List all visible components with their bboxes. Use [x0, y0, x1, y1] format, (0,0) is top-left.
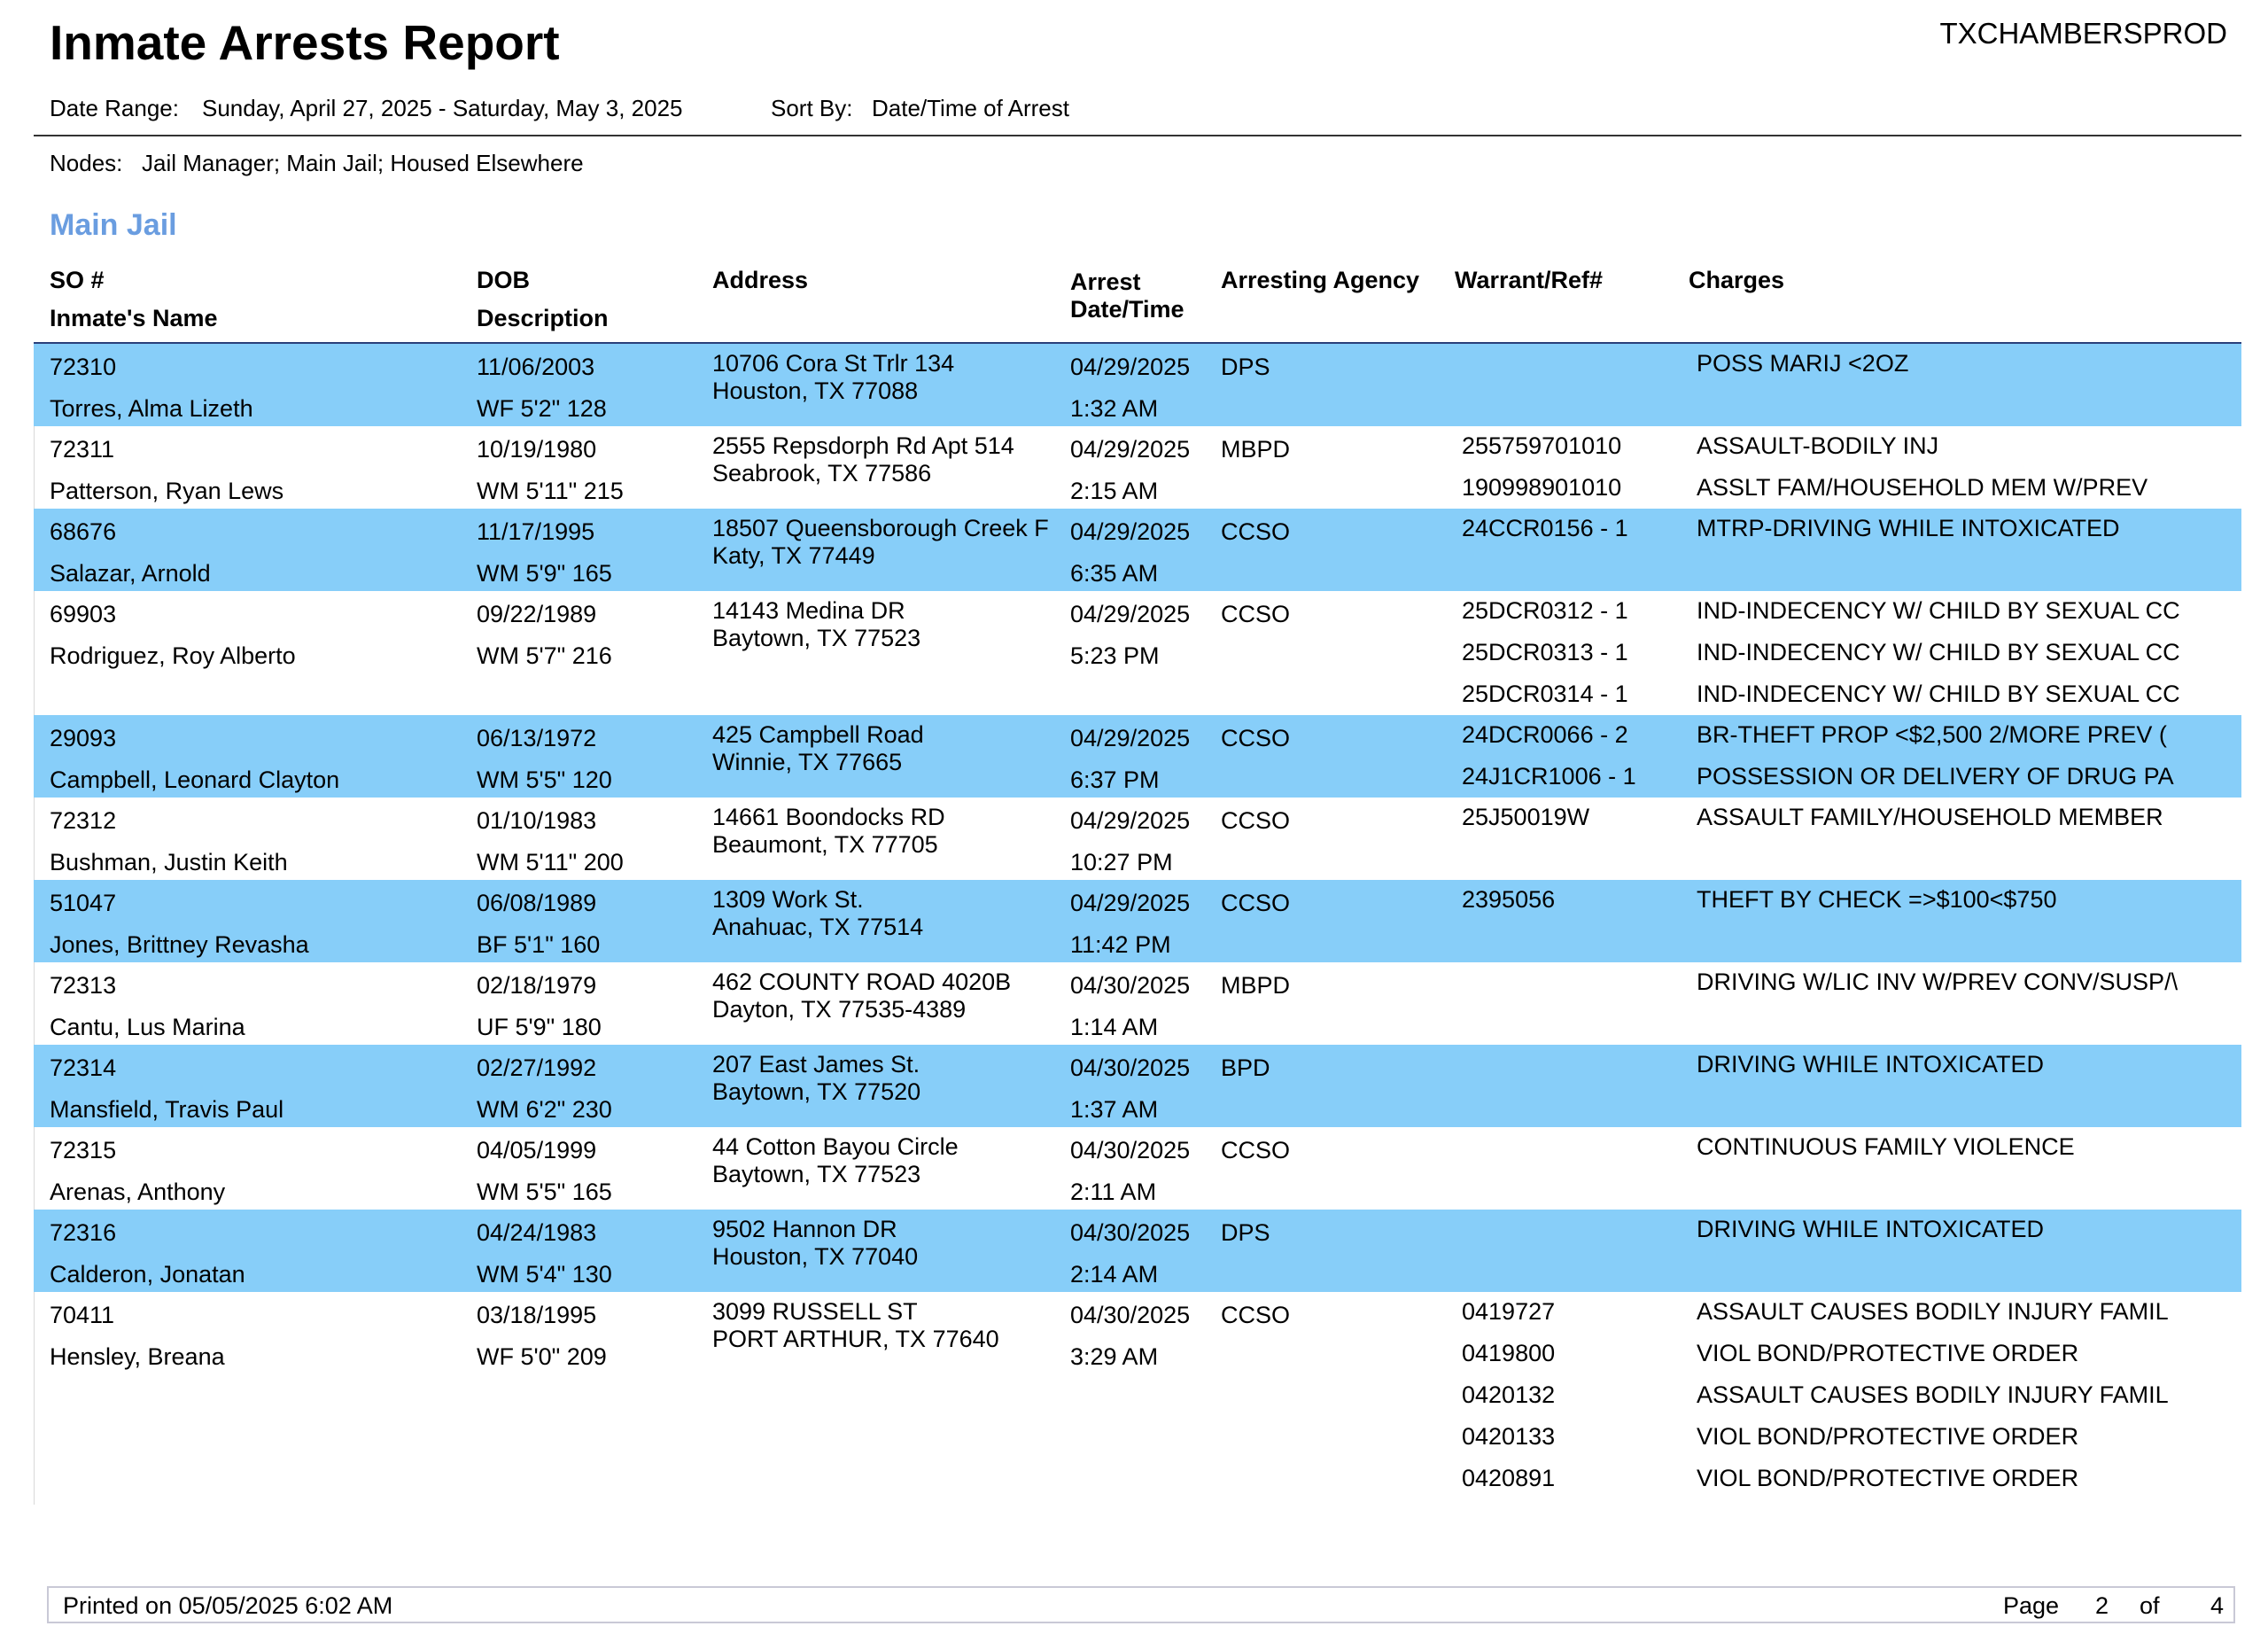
page-total: 4 [2210, 1592, 2225, 1619]
warrant-ref: 255759701010 [1462, 432, 1622, 459]
col-description: Description [477, 305, 609, 331]
arrests-table [34, 344, 2241, 1513]
page-footer [47, 1586, 2235, 1623]
warrant-ref: 25DCR0312 - 1 [1462, 597, 1628, 624]
arresting-agency: DPS [1221, 1219, 1270, 1246]
so-number: 72316 [50, 1219, 117, 1246]
arrest-time: 10:27 PM [1070, 849, 1173, 875]
charge: CONTINUOUS FAMILY VIOLENCE [1697, 1133, 2075, 1160]
address-line1: 9502 Hannon DR [712, 1216, 897, 1242]
address-line1: 2555 Repsdorph Rd Apt 514 [712, 432, 1014, 459]
inmate-name: Jones, Brittney Revasha [50, 931, 309, 958]
inmate-name: Cantu, Lus Marina [50, 1014, 245, 1040]
charge: DRIVING WHILE INTOXICATED [1697, 1051, 2045, 1078]
address-line2: Winnie, TX 77665 [712, 749, 903, 775]
address-line2: Houston, TX 77040 [712, 1243, 919, 1270]
table-row [34, 1045, 2241, 1127]
charge: ASSAULT CAUSES BODILY INJURY FAMIL [1697, 1298, 2169, 1325]
sort-by-label: Sort By: [771, 95, 853, 121]
so-number: 72311 [50, 436, 115, 463]
arrest-time: 2:15 AM [1070, 478, 1159, 504]
table-row [34, 1210, 2241, 1292]
description: WM 6'2" 230 [477, 1096, 612, 1123]
inmate-name: Bushman, Justin Keith [50, 849, 288, 875]
arrest-time: 1:14 AM [1070, 1014, 1159, 1040]
arresting-agency: CCSO [1221, 890, 1291, 916]
col-dob: DOB [477, 267, 530, 293]
warrant-ref: 2395056 [1462, 886, 1556, 913]
charge: VIOL BOND/PROTECTIVE ORDER [1697, 1465, 2079, 1491]
date-range-value: Sunday, April 27, 2025 - Saturday, May 3, 2025 [202, 95, 683, 121]
dob: 04/24/1983 [477, 1219, 597, 1246]
inmate-name: Calderon, Jonatan [50, 1261, 245, 1288]
warrant-ref: 0420132 [1462, 1381, 1556, 1408]
col-warrant: Warrant/Ref# [1455, 267, 1604, 293]
arrest-time: 6:37 PM [1070, 766, 1160, 793]
arresting-agency: DPS [1221, 354, 1270, 380]
warrant-ref: 0419800 [1462, 1340, 1556, 1366]
description: WM 5'4" 130 [477, 1261, 612, 1288]
table-row [34, 798, 2241, 880]
charge: ASSAULT CAUSES BODILY INJURY FAMIL [1697, 1381, 2169, 1408]
charge: POSSESSION OR DELIVERY OF DRUG PA [1697, 763, 2174, 790]
arrest-time: 1:37 AM [1070, 1096, 1159, 1123]
table-row [34, 509, 2241, 591]
so-number: 51047 [50, 890, 117, 916]
warrant-ref: 24J1CR1006 - 1 [1462, 763, 1636, 790]
address-line2: Dayton, TX 77535-4389 [712, 996, 967, 1023]
page-of-label: of [2140, 1592, 2160, 1619]
arrest-date: 04/30/2025 [1070, 1302, 1191, 1328]
dob: 06/08/1989 [477, 890, 597, 916]
warrant-ref: 190998901010 [1462, 474, 1622, 501]
dob: 09/22/1989 [477, 601, 597, 627]
address-line1: 462 COUNTY ROAD 4020B [712, 969, 1012, 995]
charge: MTRP-DRIVING WHILE INTOXICATED [1697, 515, 2120, 541]
arresting-agency: BPD [1221, 1054, 1270, 1081]
address-line1: 425 Campbell Road [712, 721, 924, 748]
charge: ASSAULT FAMILY/HOUSEHOLD MEMBER [1697, 804, 2163, 830]
description: BF 5'1" 160 [477, 931, 601, 958]
so-number: 70411 [50, 1302, 115, 1328]
charge: BR-THEFT PROP <$2,500 2/MORE PREV ( [1697, 721, 2167, 748]
printed-on: Printed on 05/05/2025 6:02 AM [63, 1592, 393, 1619]
nodes-value: Jail Manager; Main Jail; Housed Elsewhere [142, 150, 584, 176]
col-charges: Charges [1689, 267, 1785, 293]
dob: 04/05/1999 [477, 1137, 597, 1163]
so-number: 72314 [50, 1054, 117, 1081]
col-agency: Arresting Agency [1221, 267, 1420, 293]
inmate-name: Campbell, Leonard Clayton [50, 766, 340, 793]
system-name: TXCHAMBERSPROD [1939, 17, 2227, 50]
charge: DRIVING W/LIC INV W/PREV CONV/SUSP/\ [1697, 969, 2179, 995]
arrest-date: 04/30/2025 [1070, 1054, 1191, 1081]
description: WM 5'11" 215 [477, 478, 624, 504]
arrest-time: 5:23 PM [1070, 642, 1160, 669]
arrest-date: 04/29/2025 [1070, 354, 1191, 380]
table-row [34, 1292, 2241, 1499]
so-number: 29093 [50, 725, 117, 751]
arresting-agency: MBPD [1221, 972, 1291, 999]
inmate-name: Torres, Alma Lizeth [50, 395, 253, 422]
warrant-ref: 0420133 [1462, 1423, 1556, 1450]
page-label: Page [2003, 1592, 2060, 1619]
dob: 11/06/2003 [477, 354, 595, 380]
arresting-agency: CCSO [1221, 1137, 1291, 1163]
warrant-ref: 24DCR0066 - 2 [1462, 721, 1628, 748]
arrest-date: 04/30/2025 [1070, 1137, 1191, 1163]
arrest-time: 1:32 AM [1070, 395, 1159, 422]
page-current: 2 [2095, 1592, 2109, 1619]
so-number: 72310 [50, 354, 117, 380]
description: UF 5'9" 180 [477, 1014, 602, 1040]
arrest-date: 04/29/2025 [1070, 890, 1191, 916]
charge: ASSAULT-BODILY INJ [1697, 432, 1939, 459]
warrant-ref: 25J50019W [1462, 804, 1590, 830]
warrant-ref: 25DCR0313 - 1 [1462, 639, 1628, 665]
arrest-date: 04/29/2025 [1070, 518, 1191, 545]
arrests-table-body [34, 344, 2241, 1499]
warrant-ref: 0419727 [1462, 1298, 1556, 1325]
col-so: SO # [50, 267, 105, 293]
arrest-time: 3:29 AM [1070, 1343, 1159, 1370]
charge: POSS MARIJ <2OZ [1697, 350, 1909, 377]
charge: THEFT BY CHECK =>$100<$750 [1697, 886, 2057, 913]
so-number: 68676 [50, 518, 117, 545]
dob: 02/18/1979 [477, 972, 597, 999]
address-line1: 10706 Cora St Trlr 134 [712, 350, 955, 377]
so-number: 72312 [50, 807, 117, 834]
col-arrest: Arrest [1070, 268, 1141, 295]
dob: 02/27/1992 [477, 1054, 597, 1081]
charge: IND-INDECENCY W/ CHILD BY SEXUAL CC [1697, 639, 2180, 665]
so-number: 72315 [50, 1137, 117, 1163]
arrest-date: 04/30/2025 [1070, 1219, 1191, 1246]
arrest-date: 04/29/2025 [1070, 725, 1191, 751]
address-line2: Beaumont, TX 77705 [712, 831, 938, 858]
table-row [34, 591, 2241, 715]
arrest-date: 04/29/2025 [1070, 601, 1191, 627]
charge: IND-INDECENCY W/ CHILD BY SEXUAL CC [1697, 597, 2180, 624]
sort-by-value: Date/Time of Arrest [872, 95, 1069, 121]
col-name: Inmate's Name [50, 305, 218, 331]
so-number: 72313 [50, 972, 117, 999]
arresting-agency: CCSO [1221, 1302, 1291, 1328]
description: WF 5'0" 209 [477, 1343, 607, 1370]
table-row [34, 426, 2241, 509]
address-line1: 3099 RUSSELL ST [712, 1298, 918, 1325]
inmate-name: Patterson, Ryan Lews [50, 478, 284, 504]
dob: 06/13/1972 [477, 725, 597, 751]
arrest-time: 2:11 AM [1070, 1179, 1157, 1205]
address-line1: 18507 Queensborough Creek F [712, 515, 1049, 541]
section-title: Main Jail [50, 208, 177, 242]
charge: VIOL BOND/PROTECTIVE ORDER [1697, 1340, 2079, 1366]
description: WM 5'5" 165 [477, 1179, 612, 1205]
dob: 11/17/1995 [477, 518, 595, 545]
arrest-time: 6:35 AM [1070, 560, 1159, 587]
inmate-name: Mansfield, Travis Paul [50, 1096, 284, 1123]
arresting-agency: MBPD [1221, 436, 1291, 463]
address-line1: 14143 Medina DR [712, 597, 905, 624]
charge: ASSLT FAM/HOUSEHOLD MEM W/PREV [1697, 474, 2148, 501]
address-line1: 1309 Work St. [712, 886, 864, 913]
table-row [34, 344, 2241, 426]
dob: 10/19/1980 [477, 436, 597, 463]
address-line2: PORT ARTHUR, TX 77640 [712, 1326, 999, 1352]
charge: DRIVING WHILE INTOXICATED [1697, 1216, 2045, 1242]
address-line2: Houston, TX 77088 [712, 377, 919, 404]
charge: IND-INDECENCY W/ CHILD BY SEXUAL CC [1697, 681, 2180, 707]
address-line1: 207 East James St. [712, 1051, 920, 1078]
address-line1: 14661 Boondocks RD [712, 804, 945, 830]
description: WF 5'2" 128 [477, 395, 607, 422]
table-row [34, 962, 2241, 1045]
address-line2: Baytown, TX 77520 [712, 1078, 921, 1105]
table-row [34, 715, 2241, 798]
description: WM 5'9" 165 [477, 560, 612, 587]
arrest-date: 04/29/2025 [1070, 436, 1191, 463]
inmate-name: Arenas, Anthony [50, 1179, 226, 1205]
address-line2: Baytown, TX 77523 [712, 1161, 921, 1187]
address-line2: Seabrook, TX 77586 [712, 460, 932, 486]
description: WM 5'7" 216 [477, 642, 612, 669]
inmate-name: Rodriguez, Roy Alberto [50, 642, 296, 669]
arrest-date: 04/30/2025 [1070, 972, 1191, 999]
dob: 03/18/1995 [477, 1302, 597, 1328]
arresting-agency: CCSO [1221, 518, 1291, 545]
col-address: Address [712, 267, 809, 293]
description: WM 5'11" 200 [477, 849, 624, 875]
report-title: Inmate Arrests Report [50, 15, 560, 70]
nodes-label: Nodes: [50, 150, 123, 176]
inmate-name: Salazar, Arnold [50, 560, 211, 587]
arresting-agency: CCSO [1221, 725, 1291, 751]
address-line2: Baytown, TX 77523 [712, 625, 921, 651]
dob: 01/10/1983 [477, 807, 597, 834]
charge: VIOL BOND/PROTECTIVE ORDER [1697, 1423, 2079, 1450]
arrest-time: 2:14 AM [1070, 1261, 1159, 1288]
address-line2: Anahuac, TX 77514 [712, 914, 924, 940]
date-range-label: Date Range: [50, 95, 179, 121]
arrest-date: 04/29/2025 [1070, 807, 1191, 834]
col-arrest-datetime: Date/Time [1070, 296, 1184, 323]
warrant-ref: 24CCR0156 - 1 [1462, 515, 1628, 541]
table-row [34, 1127, 2241, 1210]
address-line1: 44 Cotton Bayou Circle [712, 1133, 959, 1160]
table-row [34, 880, 2241, 962]
warrant-ref: 0420891 [1462, 1465, 1556, 1491]
so-number: 69903 [50, 601, 117, 627]
warrant-ref: 25DCR0314 - 1 [1462, 681, 1628, 707]
inmate-name: Hensley, Breana [50, 1343, 225, 1370]
arresting-agency: CCSO [1221, 807, 1291, 834]
description: WM 5'5" 120 [477, 766, 612, 793]
header-divider [34, 135, 2241, 136]
arrest-time: 11:42 PM [1070, 931, 1171, 958]
address-line2: Katy, TX 77449 [712, 542, 875, 569]
arresting-agency: CCSO [1221, 601, 1291, 627]
